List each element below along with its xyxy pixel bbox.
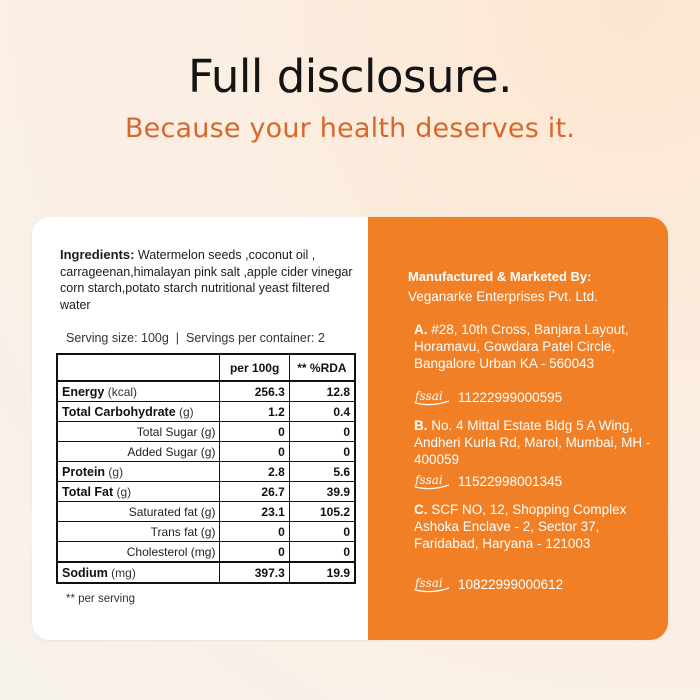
table-row (57, 562, 355, 583)
row-name: Cholesterol (mg) (57, 542, 220, 563)
table-row (57, 502, 355, 522)
nutrition-table (56, 353, 356, 584)
svg-text:fssai: fssai (415, 389, 443, 403)
row-name: Trans fat (g) (57, 522, 220, 542)
table-row (57, 381, 355, 402)
fssai-logo-icon (414, 387, 450, 407)
table-header: ** %RDA (289, 354, 355, 381)
table-row (57, 422, 355, 442)
row-per100g: 0 (220, 422, 289, 442)
row-rda: 0.4 (289, 402, 355, 422)
page-title: Full disclosure. (187, 50, 512, 103)
address-c (414, 501, 654, 552)
license-number: 11522998001345 (458, 473, 563, 489)
manufacturer-panel (368, 217, 668, 640)
row-per100g: 2.8 (220, 462, 289, 482)
row-rda: 12.8 (289, 381, 355, 402)
row-name: Total Sugar (g) (57, 422, 220, 442)
row-per100g: 256.3 (220, 381, 289, 402)
table-row (57, 462, 355, 482)
row-rda: 0 (289, 442, 355, 462)
address-letter: A. (414, 322, 428, 337)
fssai-logo-icon (414, 471, 450, 491)
row-name: Added Sugar (g) (57, 442, 220, 462)
row-name: Protein (62, 464, 106, 479)
nutrition-panel (32, 217, 368, 640)
address-letter: C. (414, 502, 428, 517)
license-a (414, 387, 562, 407)
row-per100g: 0 (220, 442, 289, 462)
info-card (32, 217, 668, 640)
row-per100g: 397.3 (220, 562, 289, 583)
ingredients-text: Watermelon seeds ,coconut oil , carrageenan,himalayan pink salt ,apple cider vinegar corn starch,potato starch nutritional yeast filtered water (60, 248, 353, 312)
row-rda: 19.9 (289, 562, 355, 583)
svg-text:fssai: fssai (415, 576, 443, 590)
row-unit: (g) (105, 464, 124, 479)
row-unit: (kcal) (104, 384, 138, 399)
table-row (57, 522, 355, 542)
table-row (57, 402, 355, 422)
address-a (414, 321, 654, 372)
address-text: #28, 10th Cross, Banjara Layout, Horamavu, Gowdara Patel Circle, Bangalore Urban KA - 560043 (414, 322, 629, 371)
row-name: Energy (62, 384, 105, 399)
fssai-logo-icon (414, 574, 450, 594)
row-per100g: 23.1 (220, 502, 289, 522)
row-name: Total Fat (62, 484, 114, 499)
address-text: SCF NO, 12, Shopping Complex Ashoka Enclave - 2, Sector 37, Faridabad, Haryana - 121003 (414, 502, 627, 551)
manufacturer-title: Manufactured & Marketed By: (408, 269, 592, 284)
table-header: per 100g (220, 354, 289, 381)
row-rda: 5.6 (289, 462, 355, 482)
row-name: Saturated fat (g) (57, 502, 220, 522)
row-per100g: 0 (220, 522, 289, 542)
license-number: 10822999000612 (458, 576, 564, 592)
table-row (57, 482, 355, 502)
row-unit: (g) (113, 484, 132, 499)
row-per100g: 26.7 (220, 482, 289, 502)
ingredients-label: Ingredients: (60, 247, 135, 262)
page-subtitle: Because your health deserves it. (124, 113, 576, 144)
row-per100g: 1.2 (220, 402, 289, 422)
footnote: ** per serving (66, 593, 136, 605)
row-rda: 0 (289, 542, 355, 563)
svg-text:fssai: fssai (415, 473, 443, 487)
address-b (414, 417, 654, 468)
table-row (57, 442, 355, 462)
manufacturer-name: Veganarke Enterprises Pvt. Ltd. (408, 289, 598, 304)
row-name: Sodium (62, 565, 108, 580)
row-rda: 0 (289, 422, 355, 442)
address-letter: B. (414, 418, 428, 433)
table-row (57, 542, 355, 563)
row-name: Total Carbohydrate (62, 404, 176, 419)
row-rda: 39.9 (289, 482, 355, 502)
table-header (57, 354, 220, 381)
row-unit: (g) (175, 404, 194, 419)
serving-info: Serving size: 100g | Servings per container: 2 (66, 331, 325, 345)
license-c (414, 574, 563, 594)
row-rda: 105.2 (289, 502, 355, 522)
address-text: No. 4 Mittal Estate Bldg 5 A Wing, Andheri Kurla Rd, Marol, Mumbai, MH - 400059 (414, 418, 651, 467)
ingredients (60, 247, 360, 313)
row-per100g: 0 (220, 542, 289, 563)
row-rda: 0 (289, 522, 355, 542)
row-unit: (mg) (107, 565, 136, 580)
table-header-row (57, 354, 355, 381)
license-number: 11222999000595 (458, 389, 563, 405)
license-b (414, 471, 562, 491)
